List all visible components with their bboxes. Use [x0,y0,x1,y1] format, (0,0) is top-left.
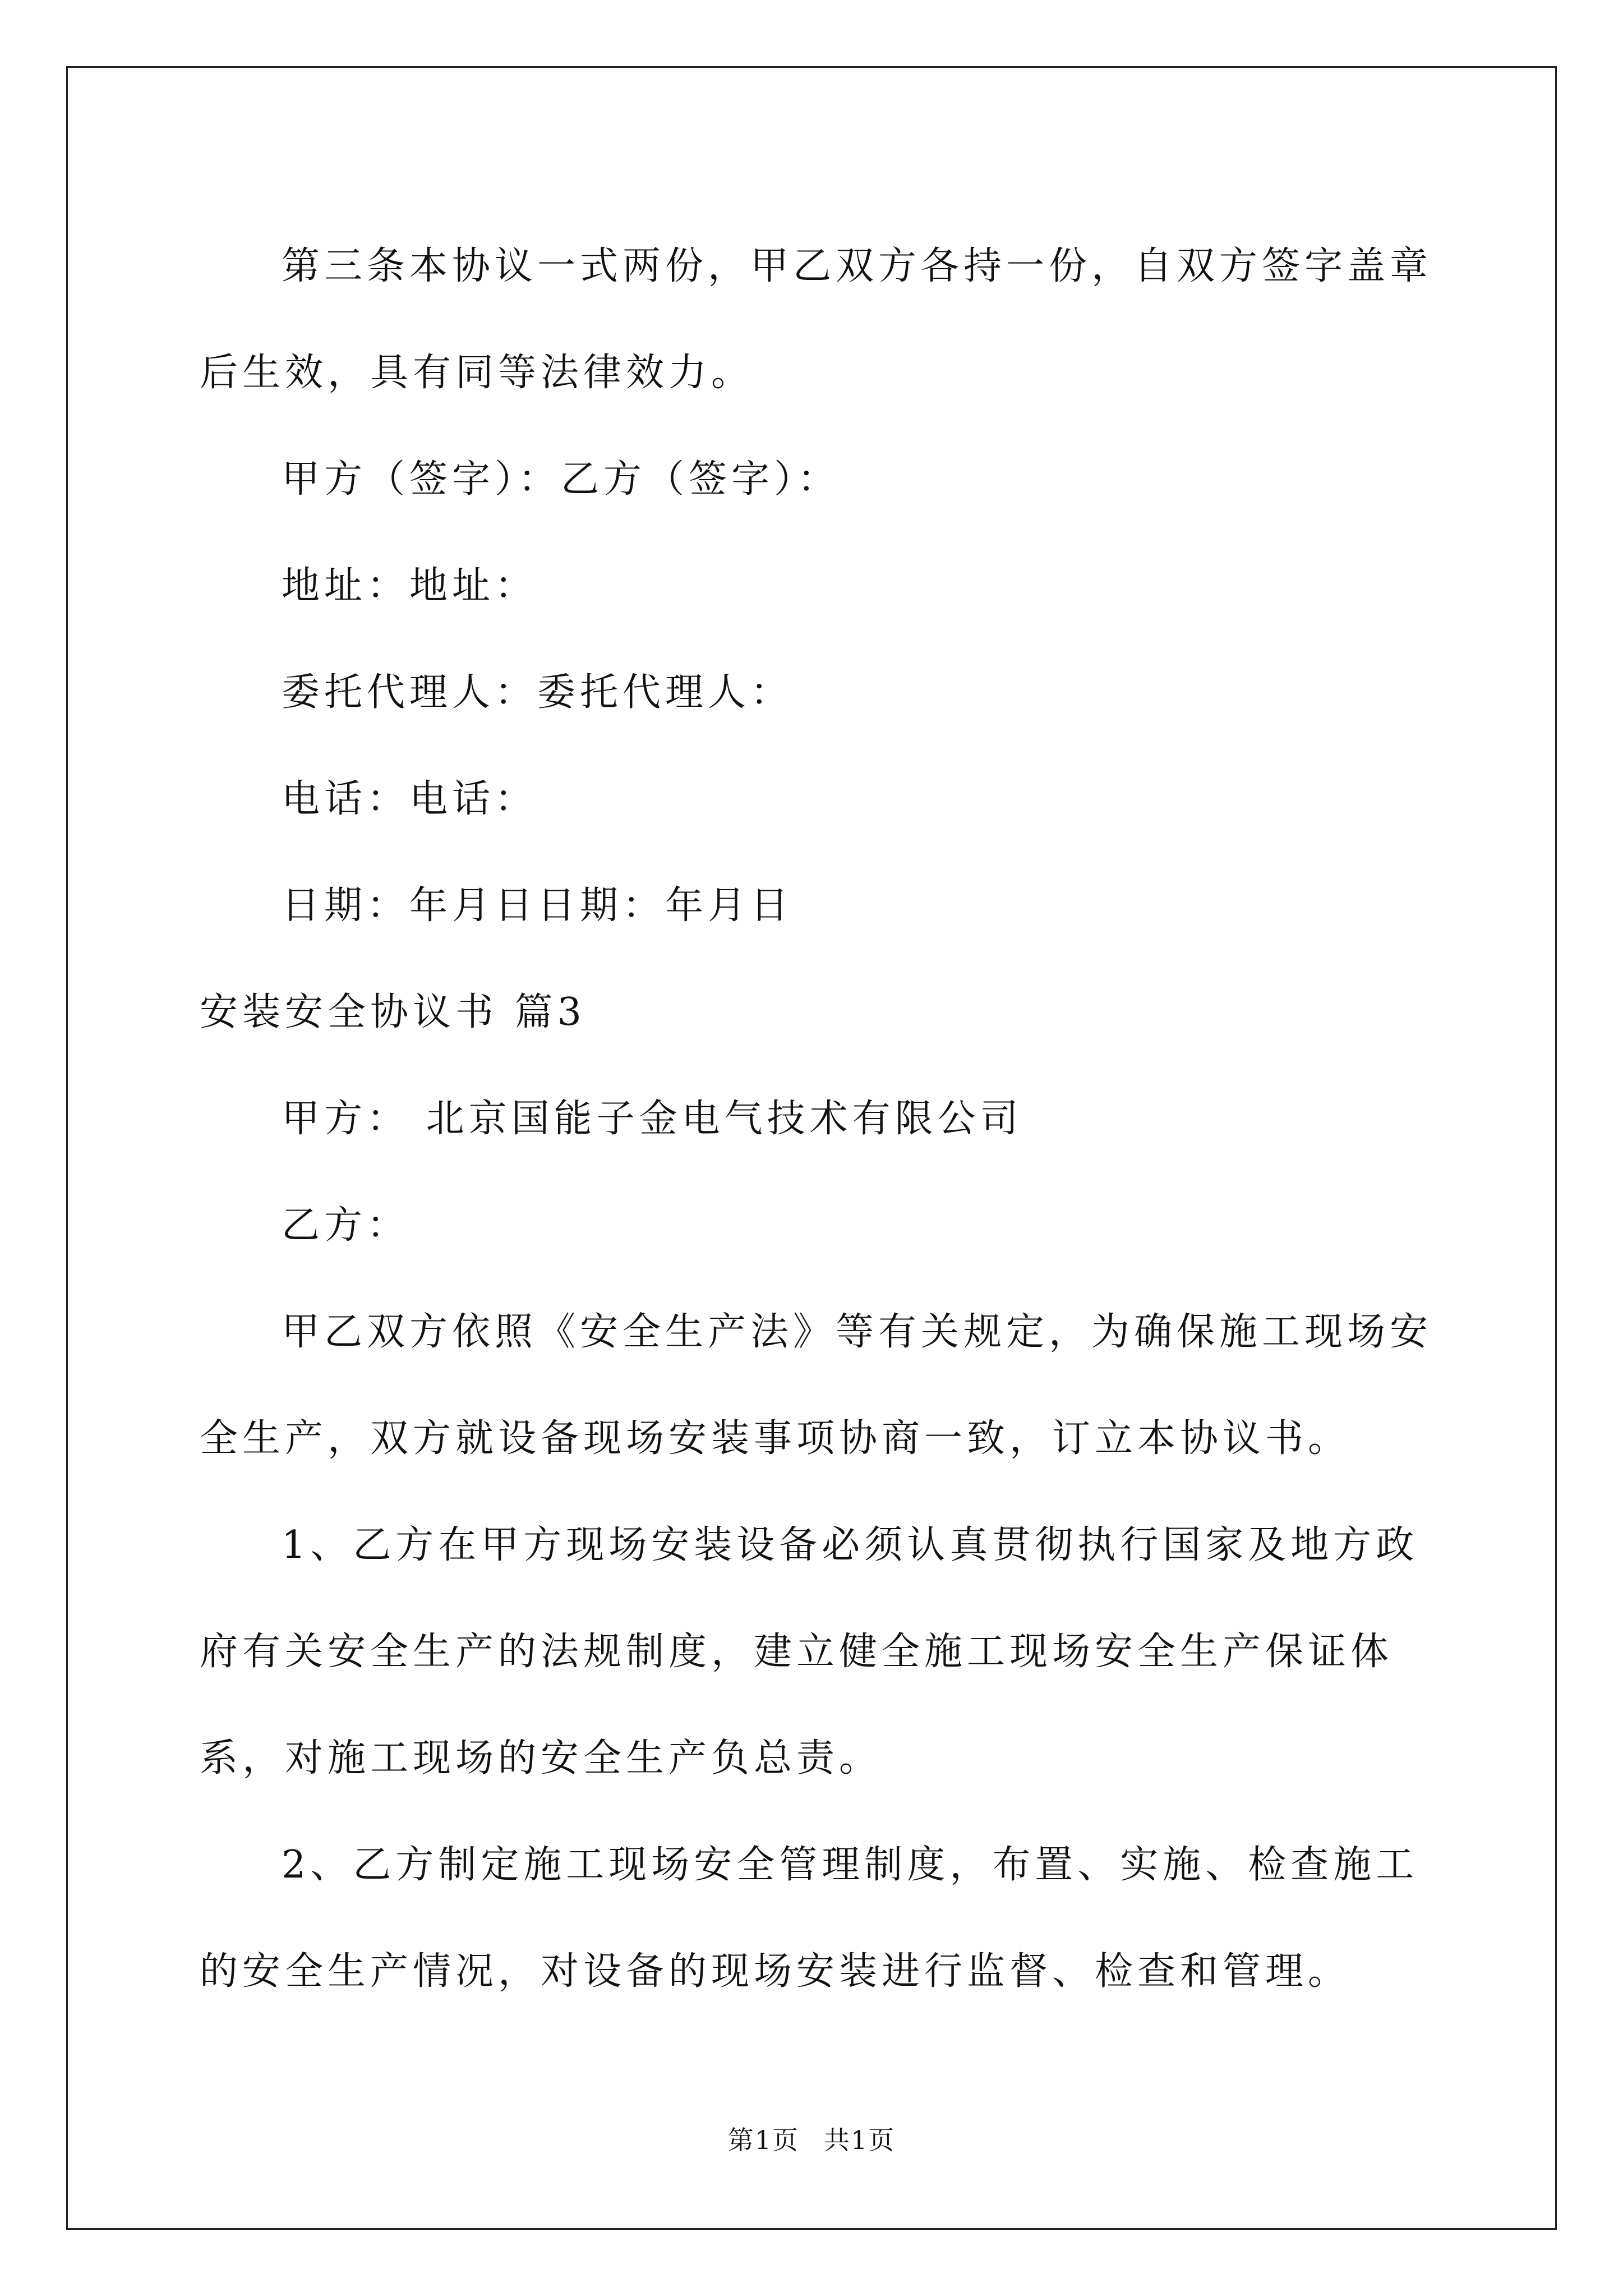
document-body [200,213,1439,2025]
page-total: 共1页 [824,2125,896,2155]
section-heading: 安装安全协议书 篇3 [200,990,586,1034]
paragraph-article-three: 第三条本协议一式两份，甲乙双方各持一份，自双方签字盖章后生效，具有同等法律效力。 [200,244,1433,395]
paragraph-date: 日期：年月日日期：年月日 [282,884,794,928]
paragraph-clause-1: 1、乙方在甲方现场安装设备必须认真贯彻执行国家及地方政府有关安全生产的法规制度，建立健全施工现场安全生产保证体系，对施工现场的安全生产负总责。 [200,1523,1419,1780]
paragraph-clause-2: 2、乙方制定施工现场安全管理制度，布置、实施、检查施工的安全生产情况，对设备的现场安装进行监督、检查和管理。 [200,1843,1419,1994]
paragraph-party-a: 甲方： 北京国能子金电气技术有限公司 [282,1097,1023,1141]
paragraph-signatures: 甲方（签字）：乙方（签字）： [282,457,841,501]
paragraph-agent: 委托代理人：委托代理人： [282,670,794,715]
paragraph-party-b: 乙方： [282,1203,410,1248]
paragraph-address: 地址：地址： [282,564,538,608]
paragraph-preamble: 甲乙双方依照《安全生产法》等有关规定，为确保施工现场安全生产，双方就设备现场安装事项协商一致，订立本协议书。 [200,1310,1433,1461]
page-number: 第1页 [727,2125,799,2155]
page-footer [0,2123,1623,2157]
paragraph-phone: 电话：电话： [282,777,538,821]
